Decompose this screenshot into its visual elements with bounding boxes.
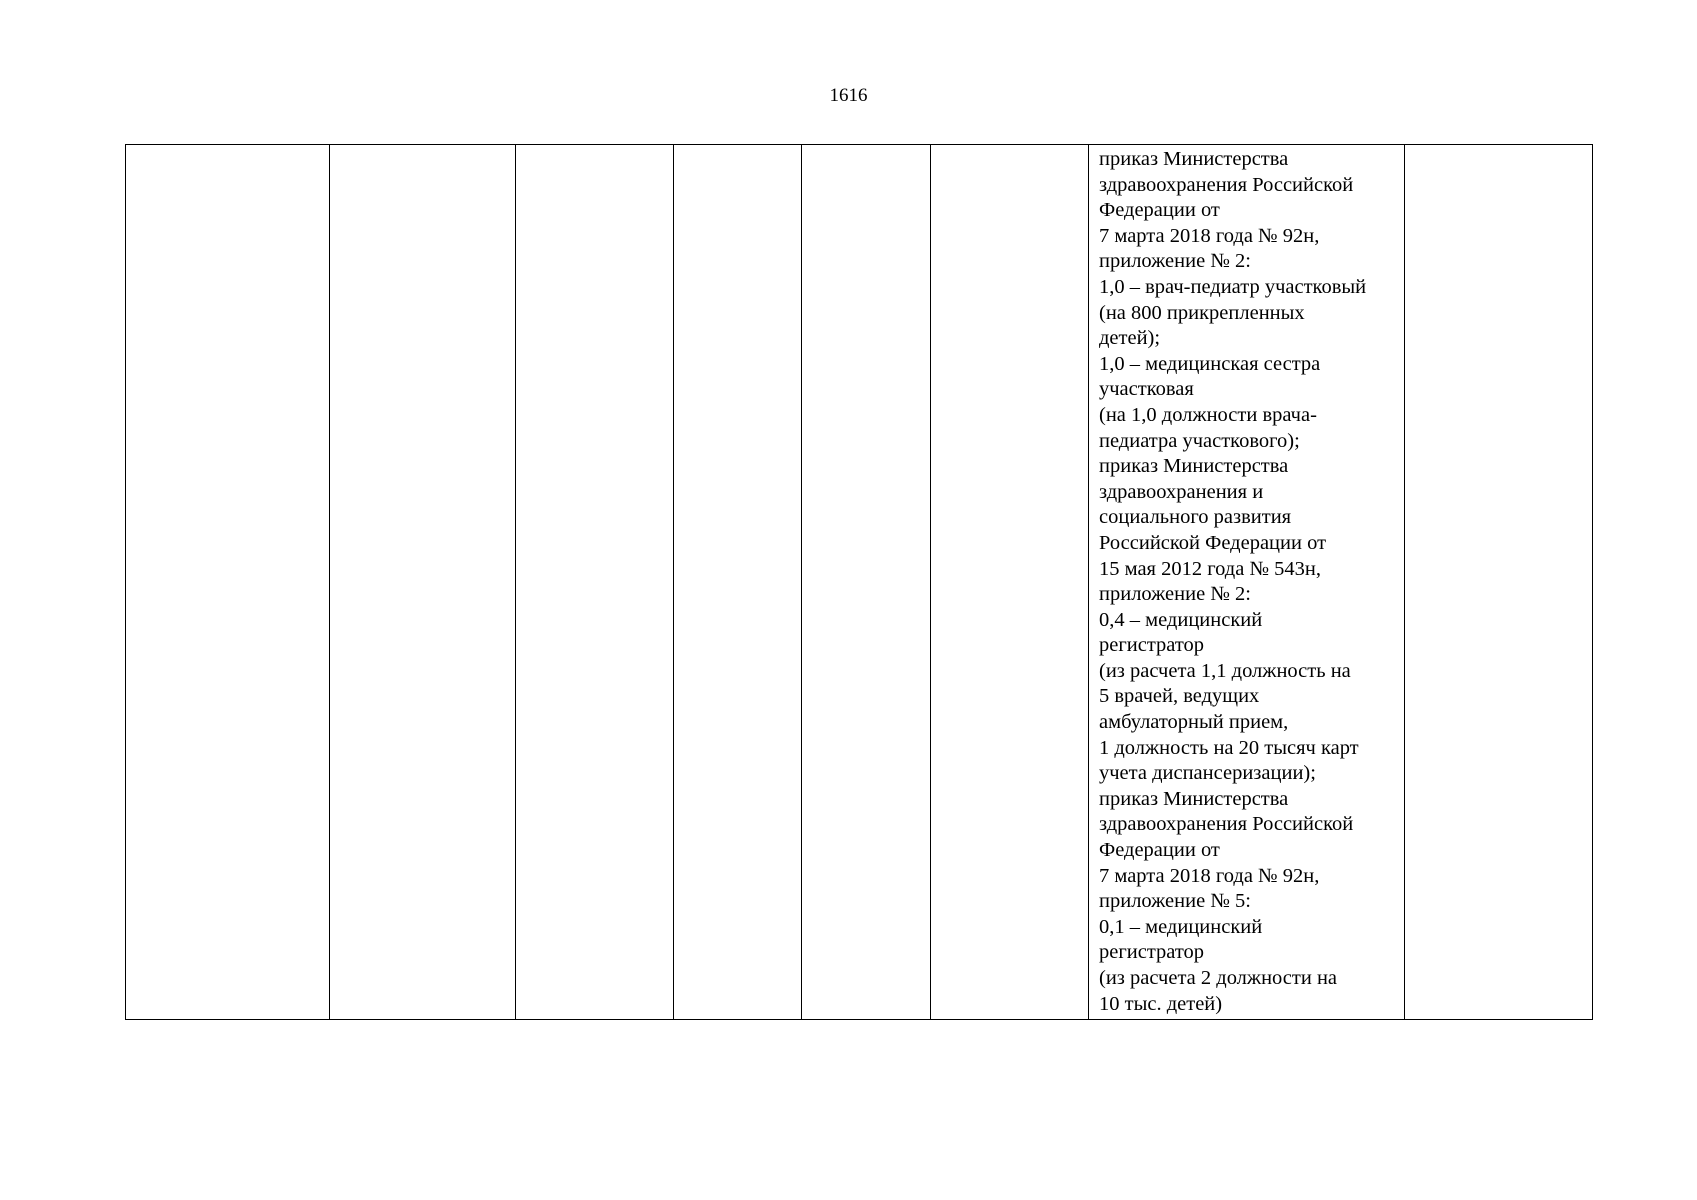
text-line: 1,0 – врач-педиатр участковый — [1099, 275, 1367, 298]
table-row — [126, 145, 1593, 1020]
text-line: 10 тыс. детей) — [1099, 992, 1223, 1015]
page-number: 1616 — [829, 85, 868, 106]
text-line: 7 марта 2018 года № 92н, — [1099, 864, 1320, 887]
text-line: приложение № 2: — [1099, 583, 1251, 606]
text-line: Федерации от — [1099, 199, 1220, 222]
table-cell-col-1 — [126, 145, 330, 1020]
text-line: здравоохранения Российской — [1099, 173, 1354, 196]
text-line: 0,4 – медицинский — [1099, 608, 1263, 631]
text-line: 0,1 – медицинский — [1099, 915, 1263, 938]
text-line: здравоохранения Российской — [1099, 813, 1354, 836]
text-line: регистратор — [1099, 941, 1205, 964]
text-line: приложение № 5: — [1099, 890, 1251, 913]
text-line: социального развития — [1099, 506, 1292, 529]
table-cell-col-3 — [516, 145, 674, 1020]
table-cell-col-5 — [802, 145, 931, 1020]
table-cell-col-4 — [674, 145, 802, 1020]
text-line: Федерации от — [1099, 839, 1220, 862]
text-line: учета диспансеризации); — [1099, 762, 1316, 785]
text-line: 1,0 – медицинская сестра — [1099, 352, 1321, 375]
text-line: (на 1,0 должности врача- — [1099, 403, 1317, 426]
text-line: 15 мая 2012 года № 543н, — [1099, 557, 1321, 580]
text-line: (на 800 прикрепленных — [1099, 301, 1305, 324]
text-line: Российской Федерации от — [1099, 531, 1327, 554]
text-line: приложение № 2: — [1099, 250, 1251, 273]
text-line: педиатра участкового); — [1099, 429, 1300, 452]
table-cell-col-7 — [1089, 145, 1405, 1020]
text-line: приказ Министерства — [1099, 787, 1289, 810]
table-cell-col-6 — [931, 145, 1089, 1020]
text-line: приказ Министерства — [1099, 148, 1289, 170]
text-line: (из расчета 2 должности на — [1099, 967, 1338, 989]
text-line: детей); — [1099, 327, 1161, 350]
text-line: участковая — [1099, 378, 1194, 401]
document-table — [125, 144, 1593, 1020]
text-line: регистратор — [1099, 634, 1205, 657]
text-line: 7 марта 2018 года № 92н, — [1099, 224, 1320, 247]
text-line: (из расчета 1,1 должность на — [1099, 659, 1351, 682]
table-cell-col-8 — [1405, 145, 1593, 1020]
table-cell-col-2 — [330, 145, 516, 1020]
text-line: амбулаторный прием, — [1099, 711, 1289, 734]
text-line: 1 должность на 20 тысяч карт — [1099, 736, 1359, 759]
text-line: приказ Министерства — [1099, 455, 1289, 478]
staffing-norms-text — [1089, 145, 1404, 1019]
text-line: здравоохранения и — [1099, 480, 1264, 503]
text-line: 5 врачей, ведущих — [1099, 685, 1260, 708]
